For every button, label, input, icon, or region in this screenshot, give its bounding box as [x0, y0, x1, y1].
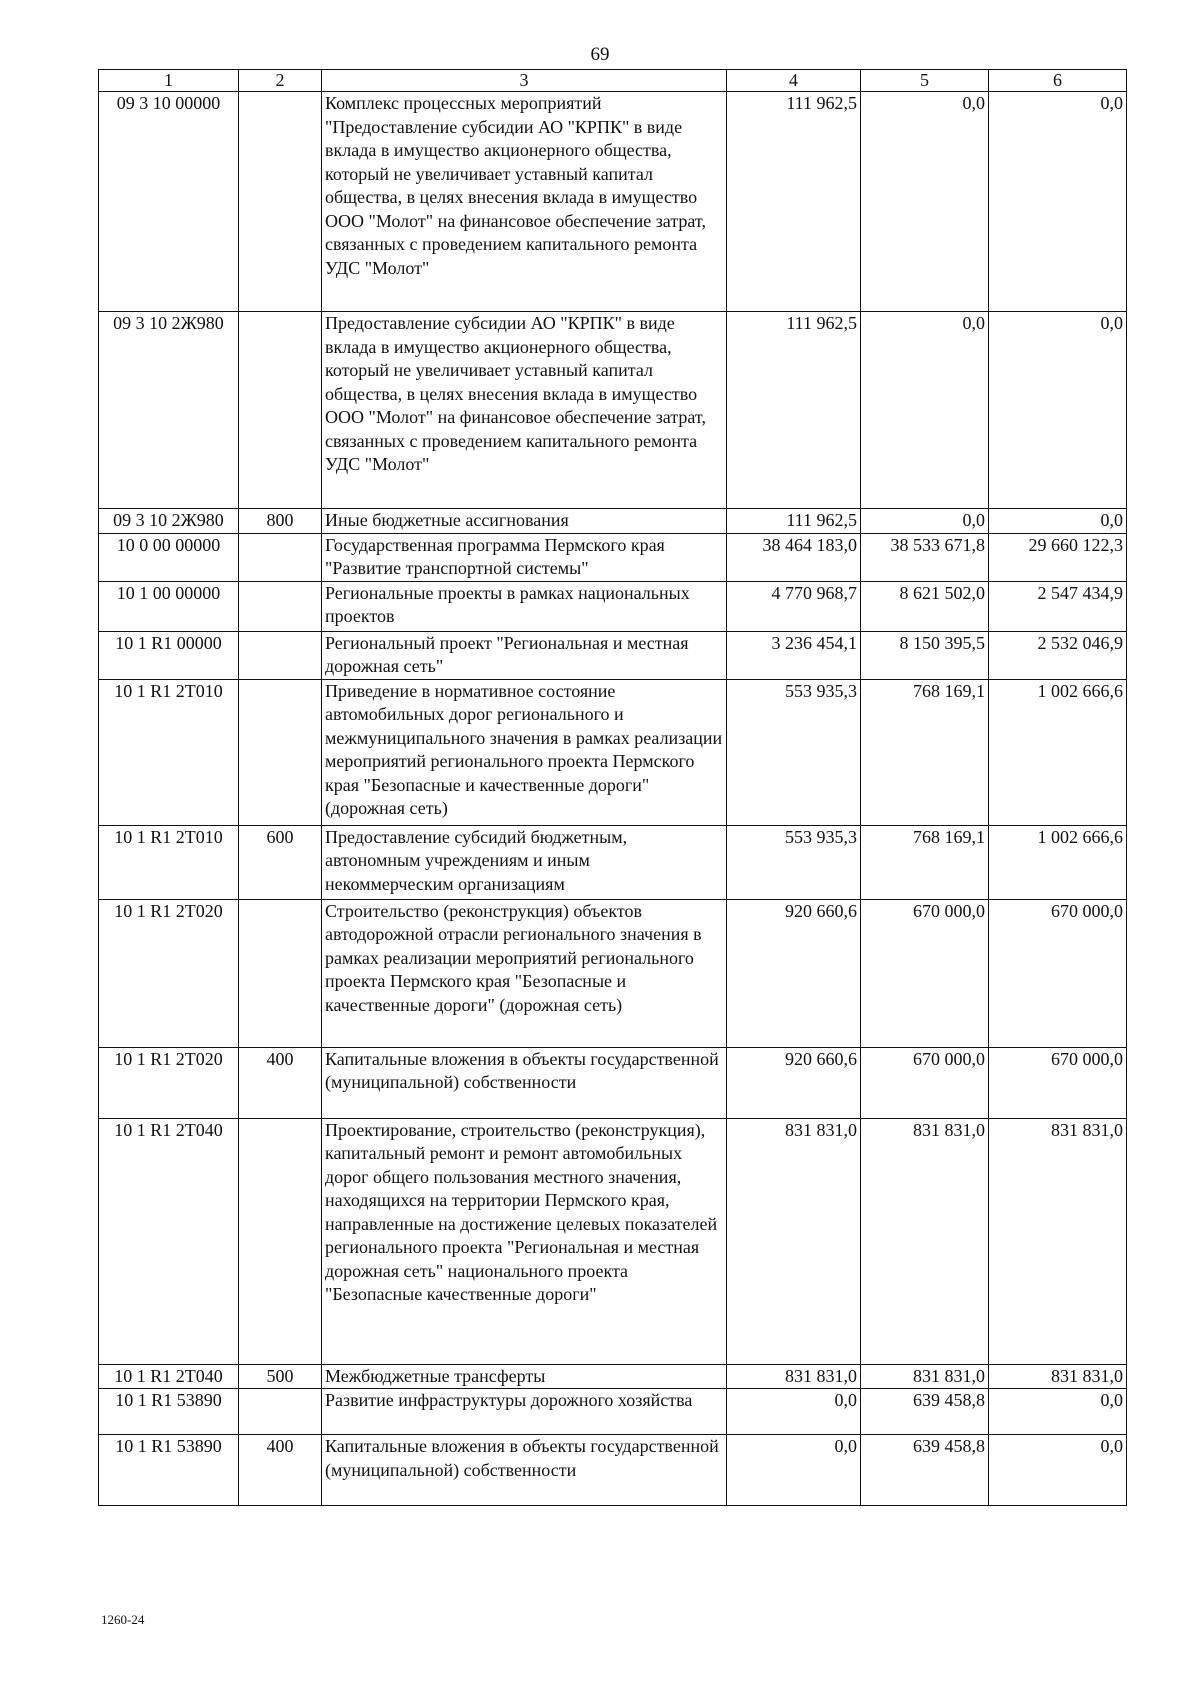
table-row — [99, 1118, 1127, 1364]
table-row — [99, 1389, 1127, 1435]
table-row — [99, 631, 1127, 679]
table-header-row — [99, 70, 1127, 92]
row-expense-type — [239, 679, 322, 825]
row-expense-type — [239, 581, 322, 631]
row-value-col5: 670 000,0 — [861, 1047, 989, 1118]
row-name: Капитальные вложения в объекты государственной (муниципальной) собственности — [322, 1047, 727, 1118]
row-code: 10 0 00 00000 — [99, 533, 239, 581]
row-expense-type — [239, 899, 322, 1047]
page-number: 69 — [590, 44, 610, 65]
row-value-col6: 0,0 — [989, 509, 1127, 534]
row-name: Строительство (реконструкция) объектов автодорожной отрасли регионального значения в рамках реализации мероприятий регионального проекта Пермского края "Безопасные и качественные дороги" (дорожная сеть) — [322, 899, 727, 1047]
row-value-col5: 639 458,8 — [861, 1389, 989, 1435]
row-code: 10 1 R1 53890 — [99, 1435, 239, 1506]
budget-table — [98, 69, 1127, 1506]
row-value-col5: 0,0 — [861, 509, 989, 534]
row-value-col4: 831 831,0 — [727, 1118, 861, 1364]
table-row — [99, 509, 1127, 534]
row-value-col4: 111 962,5 — [727, 92, 861, 312]
table-row — [99, 312, 1127, 509]
row-name: Развитие инфраструктуры дорожного хозяйства — [322, 1389, 727, 1435]
row-expense-type: 400 — [239, 1047, 322, 1118]
row-expense-type — [239, 1118, 322, 1364]
table-row — [99, 1435, 1127, 1506]
row-value-col4: 920 660,6 — [727, 1047, 861, 1118]
row-value-col5: 768 169,1 — [861, 679, 989, 825]
table-row — [99, 825, 1127, 899]
row-value-col5: 768 169,1 — [861, 825, 989, 899]
row-name: Предоставление субсидии АО "КРПК" в виде вклада в имущество акционерного общества, который не увеличивает уставный капитал общества, в целях внесения вклада в имущество ООО "Молот" на финансовое обеспечение затрат, связанных с проведением капитального ремонта УДС "Молот" — [322, 312, 727, 509]
row-code: 10 1 R1 2Т010 — [99, 825, 239, 899]
row-value-col5: 0,0 — [861, 312, 989, 509]
row-value-col5: 8 621 502,0 — [861, 581, 989, 631]
row-value-col4: 4 770 968,7 — [727, 581, 861, 631]
row-expense-type — [239, 1389, 322, 1435]
row-value-col4: 553 935,3 — [727, 825, 861, 899]
row-value-col6: 2 532 046,9 — [989, 631, 1127, 679]
row-name: Государственная программа Пермского края "Развитие транспортной системы" — [322, 533, 727, 581]
row-name: Региональные проекты в рамках национальных проектов — [322, 581, 727, 631]
row-value-col4: 0,0 — [727, 1389, 861, 1435]
row-value-col6: 1 002 666,6 — [989, 825, 1127, 899]
row-name: Предоставление субсидий бюджетным, автономным учреждениям и иным некоммерческим организациям — [322, 825, 727, 899]
row-expense-type — [239, 631, 322, 679]
table-row — [99, 92, 1127, 312]
row-expense-type — [239, 533, 322, 581]
table-row — [99, 533, 1127, 581]
row-value-col4: 38 464 183,0 — [727, 533, 861, 581]
row-value-col5: 8 150 395,5 — [861, 631, 989, 679]
row-code: 10 1 R1 2Т020 — [99, 1047, 239, 1118]
row-value-col6: 1 002 666,6 — [989, 679, 1127, 825]
row-value-col6: 831 831,0 — [989, 1118, 1127, 1364]
row-code: 10 1 R1 53890 — [99, 1389, 239, 1435]
row-value-col4: 831 831,0 — [727, 1364, 861, 1389]
row-name: Проектирование, строительство (реконструкция), капитальный ремонт и ремонт автомобильных дорог общего пользования местного значения, находящихся на территории Пермского края, направленные на достижение целевых показателей регионального проекта "Региональная и местная дорожная сеть" национального проекта "Безопасные качественные дороги" — [322, 1118, 727, 1364]
table-row — [99, 1364, 1127, 1389]
row-value-col4: 553 935,3 — [727, 679, 861, 825]
header-cell-5: 5 — [861, 70, 989, 92]
row-value-col6: 29 660 122,3 — [989, 533, 1127, 581]
row-value-col5: 38 533 671,8 — [861, 533, 989, 581]
row-value-col4: 920 660,6 — [727, 899, 861, 1047]
row-value-col5: 831 831,0 — [861, 1364, 989, 1389]
header-cell-2: 2 — [239, 70, 322, 92]
header-cell-3: 3 — [322, 70, 727, 92]
row-value-col6: 2 547 434,9 — [989, 581, 1127, 631]
row-code: 10 1 R1 2Т040 — [99, 1364, 239, 1389]
row-name: Иные бюджетные ассигнования — [322, 509, 727, 534]
row-code: 10 1 R1 2Т010 — [99, 679, 239, 825]
row-code: 10 1 R1 2Т020 — [99, 899, 239, 1047]
table-row — [99, 1047, 1127, 1118]
table-row — [99, 679, 1127, 825]
row-code: 10 1 R1 2Т040 — [99, 1118, 239, 1364]
row-value-col5: 670 000,0 — [861, 899, 989, 1047]
row-value-col5: 0,0 — [861, 92, 989, 312]
row-name: Региональный проект "Региональная и местная дорожная сеть" — [322, 631, 727, 679]
row-expense-type — [239, 92, 322, 312]
row-code: 10 1 R1 00000 — [99, 631, 239, 679]
row-value-col6: 0,0 — [989, 312, 1127, 509]
row-name: Комплекс процессных мероприятий "Предоставление субсидии АО "КРПК" в виде вклада в имущество акционерного общества, который не увеличивает уставный капитал общества, в целях внесения вклада в имущество ООО "Молот" на финансовое обеспечение затрат, связанных с проведением капитального ремонта УДС "Молот" — [322, 92, 727, 312]
row-value-col6: 0,0 — [989, 1435, 1127, 1506]
row-value-col6: 670 000,0 — [989, 1047, 1127, 1118]
row-expense-type: 600 — [239, 825, 322, 899]
row-name: Капитальные вложения в объекты государственной (муниципальной) собственности — [322, 1435, 727, 1506]
row-expense-type: 400 — [239, 1435, 322, 1506]
row-value-col5: 831 831,0 — [861, 1118, 989, 1364]
header-cell-6: 6 — [989, 70, 1127, 92]
row-expense-type: 800 — [239, 509, 322, 534]
table-row — [99, 899, 1127, 1047]
document-number: 1260-24 — [101, 1612, 145, 1627]
row-value-col6: 670 000,0 — [989, 899, 1127, 1047]
row-value-col6: 831 831,0 — [989, 1364, 1127, 1389]
row-code: 09 3 10 2Ж980 — [99, 312, 239, 509]
header-cell-4: 4 — [727, 70, 861, 92]
row-value-col5: 639 458,8 — [861, 1435, 989, 1506]
row-value-col6: 0,0 — [989, 1389, 1127, 1435]
row-name: Приведение в нормативное состояние автомобильных дорог регионального и межмуниципального значения в рамках реализации мероприятий регионального проекта Пермского края "Безопасные и качественные дороги" (дорожная сеть) — [322, 679, 727, 825]
row-expense-type: 500 — [239, 1364, 322, 1389]
row-code: 09 3 10 2Ж980 — [99, 509, 239, 534]
row-value-col4: 111 962,5 — [727, 312, 861, 509]
row-value-col4: 3 236 454,1 — [727, 631, 861, 679]
row-name: Межбюджетные трансферты — [322, 1364, 727, 1389]
row-expense-type — [239, 312, 322, 509]
header-cell-1: 1 — [99, 70, 239, 92]
table-row — [99, 581, 1127, 631]
row-code: 09 3 10 00000 — [99, 92, 239, 312]
row-value-col4: 0,0 — [727, 1435, 861, 1506]
row-value-col6: 0,0 — [989, 92, 1127, 312]
row-value-col4: 111 962,5 — [727, 509, 861, 534]
row-code: 10 1 00 00000 — [99, 581, 239, 631]
